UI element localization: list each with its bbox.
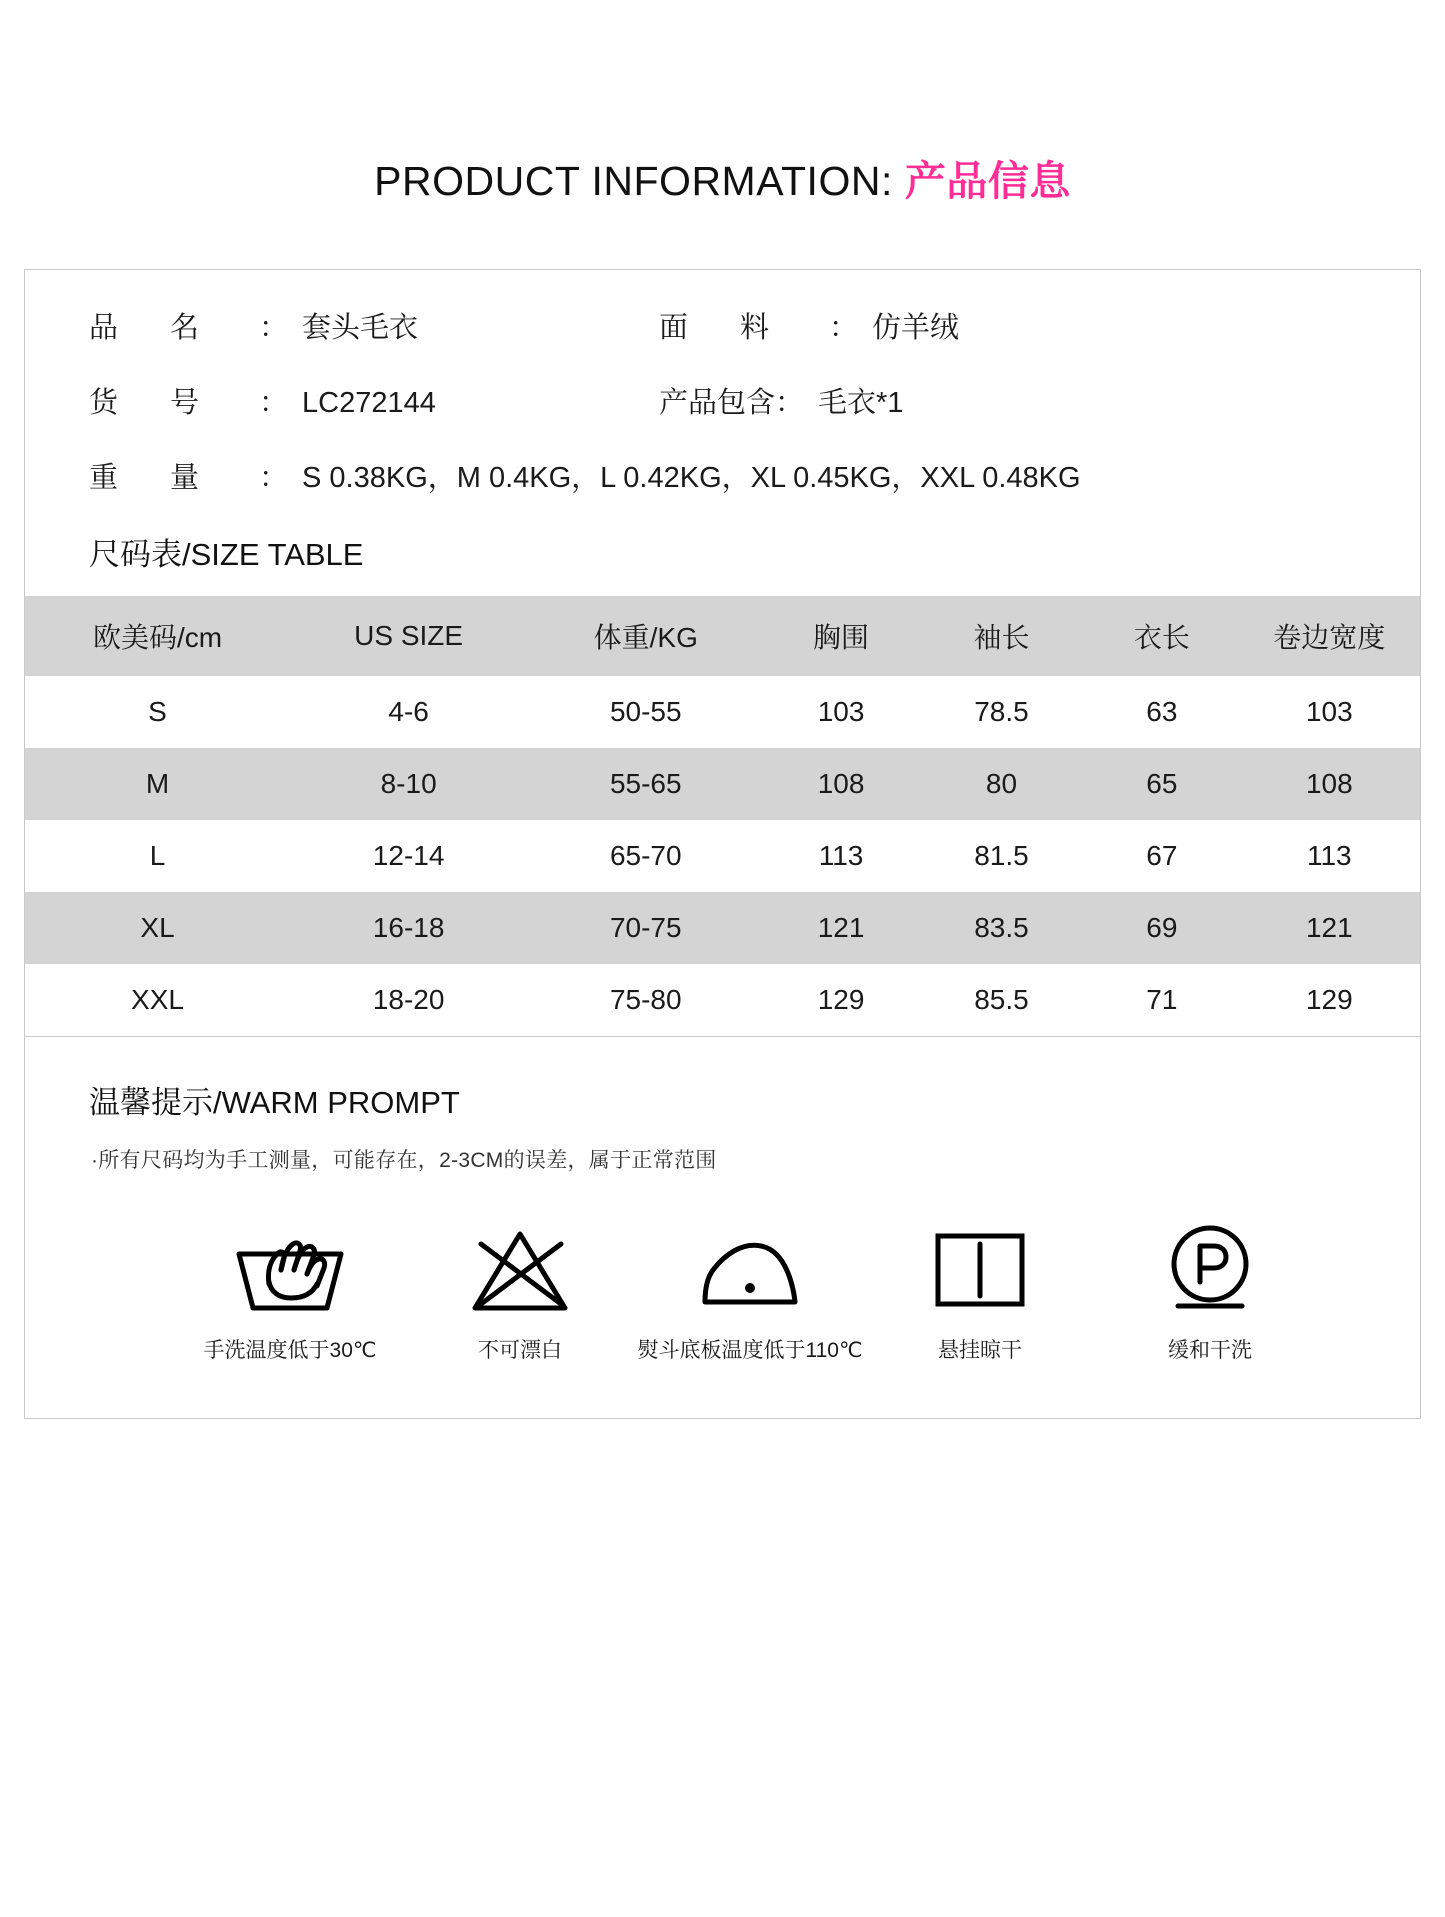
cell-weight: 55-65 <box>609 768 682 799</box>
cell-bust: 113 <box>818 840 864 871</box>
cell-size: S <box>148 696 167 727</box>
cell-weight: 50-55 <box>609 696 682 727</box>
cell-weight: 70-75 <box>609 912 682 943</box>
hang-dry-icon <box>865 1220 1095 1320</box>
cell-hem: 113 <box>1306 840 1352 871</box>
no-bleach-icon <box>405 1220 635 1320</box>
spec-label-item-number: 货号 <box>89 387 252 419</box>
spec-value-weight: S 0.38KG，M 0.4KG，L 0.42KG，XL 0.45KG，XXL 0.48KG <box>302 462 1081 494</box>
column-header-garment-length: 衣长 <box>1133 622 1190 653</box>
cell-length: 67 <box>1146 840 1178 871</box>
cell-length: 69 <box>1146 912 1178 943</box>
spec-label-weight: 重量 <box>89 462 252 494</box>
dry-clean-p-icon <box>1095 1220 1325 1320</box>
page-title-chinese: 产品信息 <box>904 158 1071 204</box>
column-header-bust: 胸围 <box>813 622 870 653</box>
cell-sleeve: 78.5 <box>974 696 1029 727</box>
cell-length: 63 <box>1146 696 1178 727</box>
column-header-hem-width: 卷边宽度 <box>1273 622 1386 653</box>
warm-prompt-heading: 温馨提示/WARM PROMPT <box>89 1085 460 1120</box>
warm-prompt-note: ·所有尺码均为手工测量，可能存在，2-3CM的误差，属于正常范围 <box>91 1149 717 1172</box>
spec-value-product-name: 套头毛衣 <box>302 312 419 344</box>
cell-size: XL <box>140 912 175 943</box>
cell-us-size: 16-18 <box>372 912 445 943</box>
information-box <box>24 269 1421 1419</box>
care-label-hang-dry: 悬挂晾干 <box>938 1339 1022 1362</box>
spec-value-item-number: LC272144 <box>302 387 436 419</box>
cell-size: XXL <box>131 984 184 1015</box>
cell-sleeve: 81.5 <box>974 840 1029 871</box>
page-title-english: PRODUCT INFORMATION: <box>374 158 893 204</box>
care-icon-row <box>25 1174 1420 1418</box>
cell-sleeve: 80 <box>985 768 1018 799</box>
spec-row-product-name: 品名 ： 套头毛衣 面料 ： 仿羊绒 <box>89 312 960 344</box>
spec-row-weight: 重量 ： S 0.38KG，M 0.4KG，L 0.42KG，XL 0.45KG，XXL 0.48KG <box>89 462 1081 494</box>
table-row <box>25 892 1420 964</box>
table-row <box>25 676 1420 748</box>
cell-bust: 121 <box>817 912 865 943</box>
care-item-hang-dry <box>865 1220 1095 1364</box>
cell-us-size: 12-14 <box>372 840 445 871</box>
care-label-iron: 熨斗底板温度低于110℃ <box>637 1339 863 1362</box>
spec-list <box>25 270 1420 529</box>
care-label-no-bleach: 不可漂白 <box>478 1339 562 1362</box>
cell-us-size: 18-20 <box>372 984 445 1015</box>
spec-label-fabric: 面料 <box>659 312 822 344</box>
spec-value-package-contents: 毛衣*1 <box>818 387 904 419</box>
care-item-dry-clean <box>1095 1220 1325 1364</box>
spec-value-fabric: 仿羊绒 <box>872 312 960 344</box>
size-table-heading: 尺码表/SIZE TABLE <box>89 537 364 572</box>
hand-wash-icon <box>175 1220 405 1320</box>
cell-size: M <box>145 768 170 799</box>
cell-hem: 129 <box>1305 984 1353 1015</box>
cell-hem: 121 <box>1305 912 1353 943</box>
table-header-row <box>25 596 1420 676</box>
warm-prompt-section <box>25 1037 1420 1418</box>
care-item-no-bleach <box>405 1220 635 1364</box>
column-header-weight: 体重/KG <box>593 622 698 653</box>
table-row <box>25 964 1420 1036</box>
cell-sleeve: 85.5 <box>974 984 1029 1015</box>
spec-label-package-contents: 产品包含 <box>659 387 776 419</box>
column-header-eu-size: 欧美码/cm <box>92 622 223 653</box>
cell-length: 71 <box>1146 984 1178 1015</box>
cell-weight: 65-70 <box>609 840 682 871</box>
table-row <box>25 748 1420 820</box>
cell-bust: 129 <box>817 984 865 1015</box>
cell-us-size: 4-6 <box>388 696 429 727</box>
column-header-sleeve-length: 袖长 <box>973 622 1030 653</box>
care-item-iron <box>635 1220 865 1364</box>
cell-weight: 75-80 <box>609 984 682 1015</box>
cell-size: L <box>149 840 166 871</box>
cell-hem: 103 <box>1305 696 1353 727</box>
cell-sleeve: 83.5 <box>974 912 1029 943</box>
care-item-hand-wash <box>175 1220 405 1364</box>
size-table <box>25 596 1420 1036</box>
page-title <box>18 0 1427 207</box>
care-label-dry-clean: 缓和干洗 <box>1168 1339 1252 1362</box>
cell-length: 65 <box>1146 768 1178 799</box>
cell-hem: 108 <box>1305 768 1353 799</box>
cell-bust: 103 <box>817 696 865 727</box>
table-row <box>25 820 1420 892</box>
iron-icon <box>635 1220 865 1320</box>
care-label-hand-wash: 手洗温度低于30℃ <box>203 1339 377 1362</box>
spec-label-product-name: 品名 <box>89 312 252 344</box>
cell-bust: 108 <box>817 768 865 799</box>
column-header-us-size: US SIZE <box>354 620 464 651</box>
cell-us-size: 8-10 <box>380 768 437 799</box>
spec-row-item-number: 货号 ： LC272144 产品包含 ： 毛衣*1 <box>89 387 904 419</box>
